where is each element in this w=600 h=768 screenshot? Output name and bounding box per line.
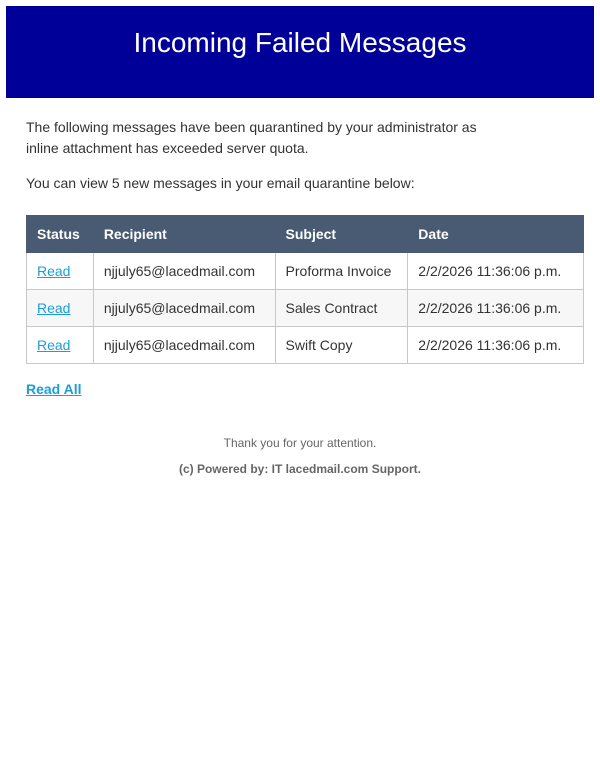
read-all-link[interactable]: Read All bbox=[26, 381, 82, 397]
recipient-cell: njjuly65@lacedmail.com bbox=[93, 290, 275, 327]
footer-powered-by: (c) Powered by: IT lacedmail.com Support. bbox=[178, 462, 422, 476]
header-banner bbox=[6, 6, 594, 98]
footer-thanks: Thank you for your attention. bbox=[223, 436, 377, 450]
table-row bbox=[27, 327, 584, 364]
subject-cell: Sales Contract bbox=[275, 290, 408, 327]
subject-cell: Swift Copy bbox=[275, 327, 408, 364]
recipient-cell: njjuly65@lacedmail.com bbox=[93, 327, 275, 364]
view-messages-text: You can view 5 new messages in your email quarantine below: bbox=[26, 175, 415, 191]
quarantine-table bbox=[26, 215, 584, 364]
status-cell bbox=[27, 290, 94, 327]
date-cell: 2/2/2026 11:36:06 p.m. bbox=[408, 290, 584, 327]
intro-text: The following messages have been quarantined by your administrator as inline attachment has exceeded server quota. bbox=[26, 119, 477, 156]
page-title: Incoming Failed Messages bbox=[133, 27, 467, 58]
recipient-cell: njjuly65@lacedmail.com bbox=[93, 253, 275, 290]
header-subject: Subject bbox=[275, 216, 408, 253]
read-link[interactable]: Read bbox=[37, 337, 71, 353]
date-cell: 2/2/2026 11:36:06 p.m. bbox=[408, 327, 584, 364]
table-header-row bbox=[27, 216, 584, 253]
message-content bbox=[26, 117, 584, 397]
footer bbox=[0, 436, 600, 476]
date-cell: 2/2/2026 11:36:06 p.m. bbox=[408, 253, 584, 290]
header-status: Status bbox=[27, 216, 94, 253]
table-row bbox=[27, 290, 584, 327]
header-recipient: Recipient bbox=[93, 216, 275, 253]
table-row bbox=[27, 253, 584, 290]
header-date: Date bbox=[408, 216, 584, 253]
read-link[interactable]: Read bbox=[37, 300, 71, 316]
read-link[interactable]: Read bbox=[37, 263, 71, 279]
subject-cell: Proforma Invoice bbox=[275, 253, 408, 290]
status-cell bbox=[27, 253, 94, 290]
status-cell bbox=[27, 327, 94, 364]
